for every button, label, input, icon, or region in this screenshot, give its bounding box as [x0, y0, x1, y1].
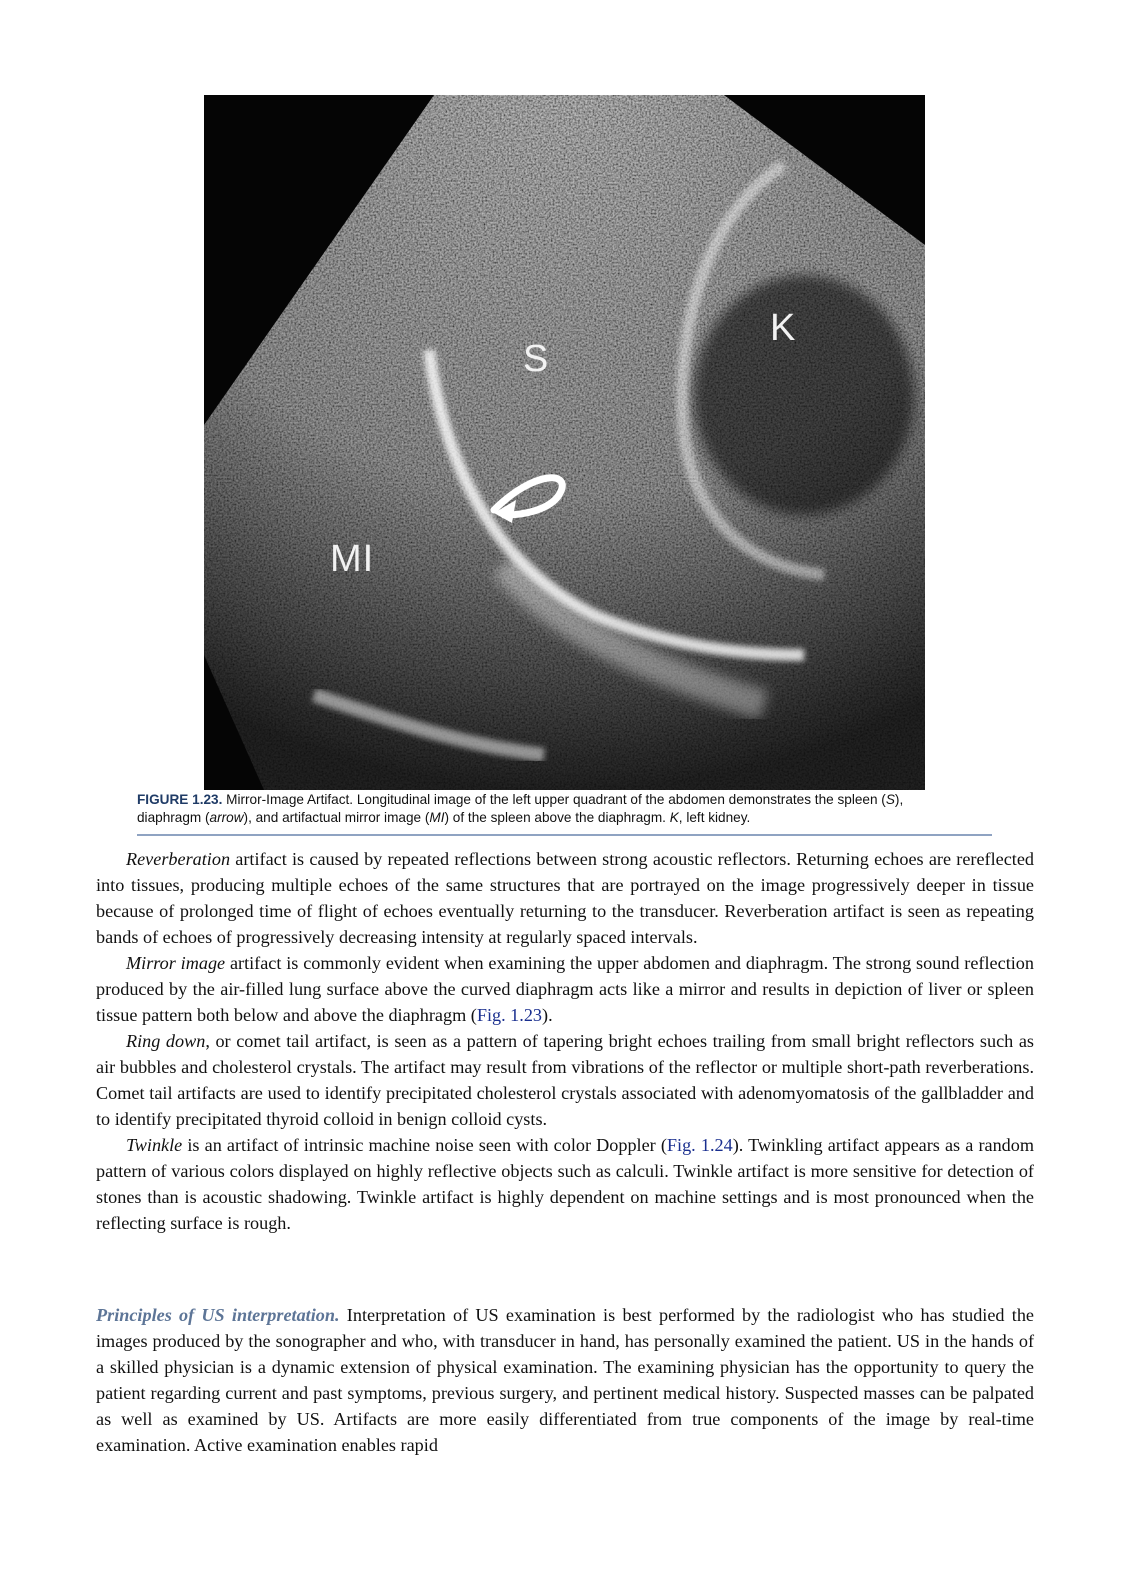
term-twinkle: Twinkle	[126, 1135, 183, 1155]
caption-text-3: diaphragm (	[137, 810, 210, 825]
caption-text-1: Mirror-Image Artifact. Longitudinal image of the left upper quadrant of the abdomen demonstrates the spleen (	[226, 792, 886, 807]
fig-1-24-link[interactable]: Fig. 1.24	[666, 1135, 733, 1155]
caption-s: S	[885, 792, 895, 807]
term-mirror-image: Mirror image	[126, 953, 226, 973]
principles-section	[96, 1302, 1034, 1458]
fig-1-23-link[interactable]: Fig. 1.23	[476, 1005, 543, 1025]
caption-text-5: ) of the spleen above the diaphragm.	[444, 810, 670, 825]
caption-text-6: , left kidney.	[678, 810, 751, 825]
caption-text-2: ),	[894, 792, 904, 807]
ultrasound-scan-graphic	[204, 95, 925, 790]
paragraph-mirror-image	[96, 950, 1034, 1028]
caption-divider	[137, 834, 992, 836]
ultrasound-image	[204, 95, 925, 790]
term-reverberation: Reverberation	[126, 849, 231, 869]
paragraph-mirror-text: artifact is commonly evident when examining the upper abdomen and diaphragm. The strong sound reflection produced by the air-filled lung surface above the curved diaphragm acts like a mirror and results in depiction of liver or spleen tissue pattern both below and above the diaphragm (	[96, 953, 1034, 1025]
paragraph-twinkle-text: is an artifact of intrinsic machine noise seen with color Doppler (	[182, 1135, 667, 1155]
kidney-label: K	[770, 307, 797, 349]
paragraph-reverberation	[96, 846, 1034, 950]
paragraph-principles	[96, 1302, 1034, 1458]
caption-arrow: arrow	[209, 810, 244, 825]
paragraph-mirror-end: ).	[542, 1005, 553, 1025]
paragraph-twinkle-end: ). Twinkling artifact appears as a random pattern of various colors displayed on highly reflective objects such as calculi. Twinkle artifact is more sensitive for detection of stones than is acoustic shadowing. Twinkle artifact is highly dependent on machine settings and is most pronounced when the reflecting surface is rough.	[96, 1135, 1035, 1233]
caption-k: K	[669, 810, 679, 825]
figure-caption	[137, 791, 992, 827]
paragraph-reverberation-text: artifact is caused by repeated reflections between strong acoustic reflectors. Returning echoes are rereflected into tissues, producing multiple echoes of the same structures that are portrayed on the image progressively deeper in tissue because of prolonged time of flight of echoes eventually returning to the transducer. Reverberation artifact is seen as repeating bands of echoes of progressively decreasing intensity at regularly spaced intervals.	[96, 849, 1034, 947]
principles-heading: Principles of US interpretation.	[96, 1305, 340, 1325]
paragraph-ring-text: , or comet tail artifact, is seen as a pattern of tapering bright echoes trailing from small bright reflectors such as air bubbles and cholesterol crystals. The artifact may result from vibrations of the reflector or multiple short-path reverberations. Comet tail artifacts are used to identify precipitated cholesterol crystals associated with adenomyomatosis of the gallbladder and to identify precipitated thyroid colloid in benign colloid cysts.	[96, 1031, 1034, 1129]
paragraph-principles-text: Interpretation of US examination is best performed by the radiologist who has studied the images produced by the sonographer and who, with transducer in hand, has personally examined the patient. US in the hands of a skilled physician is a dynamic extension of physical examination. The examining physician has the opportunity to query the patient regarding current and past symptoms, previous surgery, and pertinent medical history. Suspected masses can be palpated as well as examined by US. Artifacts are more easily differentiated from true components of the image by real-time examination. Active examination enables rapid	[96, 1305, 1034, 1455]
caption-mi: MI	[429, 810, 445, 825]
spleen-label: S	[523, 338, 550, 380]
body-paragraphs	[96, 846, 1034, 1236]
mirror-image-label: MI	[330, 538, 375, 580]
term-ring-down: Ring down	[126, 1031, 206, 1051]
figure-number: FIGURE 1.23.	[137, 792, 223, 807]
paragraph-twinkle	[96, 1132, 1034, 1236]
paragraph-ring-down	[96, 1028, 1034, 1132]
caption-text-4: ), and artifactual mirror image (	[243, 810, 430, 825]
